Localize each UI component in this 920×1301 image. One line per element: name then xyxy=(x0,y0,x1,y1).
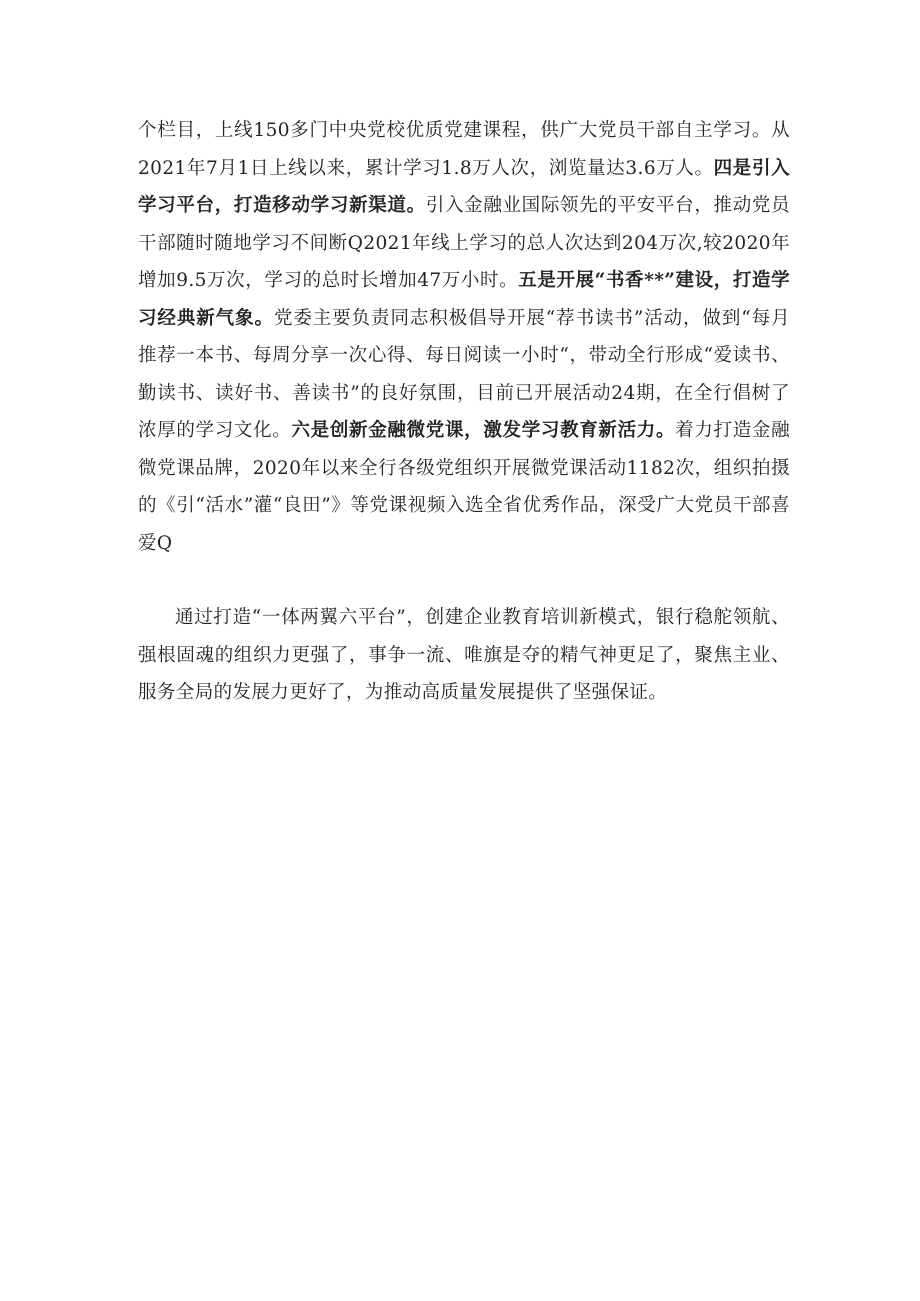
paragraph-text: 党委主要负责同志积极倡导开展“荐书读书”活动，做到“每月推荐一本书、每周分享一次心得、每日阅读一小时“，带动全行形成“爱读书、勤读书、读好书、善读书”的良好氛围，目前已开展活动24期，在全行倡树了浓厚的学习文化。 xyxy=(138,307,790,441)
bold-heading-four: 四是引入学习平台，打造移动学习新渠道。 xyxy=(138,157,790,216)
document-page xyxy=(138,112,790,712)
paragraph-continued xyxy=(138,112,790,562)
bold-heading-six: 六是创新金融微党课，激发学习教育新活力。 xyxy=(291,420,676,441)
bold-heading-five: 五是开展“书香**”建设，打造学习经典新气象。 xyxy=(138,270,790,329)
paragraph-conclusion: 通过打造“一体两翼六平台”，创建企业教育培训新模式，银行稳舵领航、强根固魂的组织力更强了，事争一流、唯旗是夺的精气神更足了，聚焦主业、服务全局的发展力更好了，为推动高质量发展提供了坚强保证。 xyxy=(138,607,790,703)
paragraph-text: 引入金融业国际领先的平安平台，推动党员干部随时随地学习不间断Q2021年线上学习的总人次达到204万次,较2020年增加9.5万次，学习的总时长增加47万小时。 xyxy=(138,195,790,291)
paragraph-text: 个栏目，上线150多门中央党校优质党建课程，供广大党员干部自主学习。从2021年7月1日上线以来，累计学习1.8万人次，浏览量达3.6万人。 xyxy=(138,120,790,179)
paragraph-text: 着力打造金融微党课品牌，2020年以来全行各级党组织开展微党课活动1182次，组织拍摄的《引“活水”灌“良田”》等党课视频入选全省优秀作品，深受广大党员干部喜爱Q xyxy=(138,420,790,554)
